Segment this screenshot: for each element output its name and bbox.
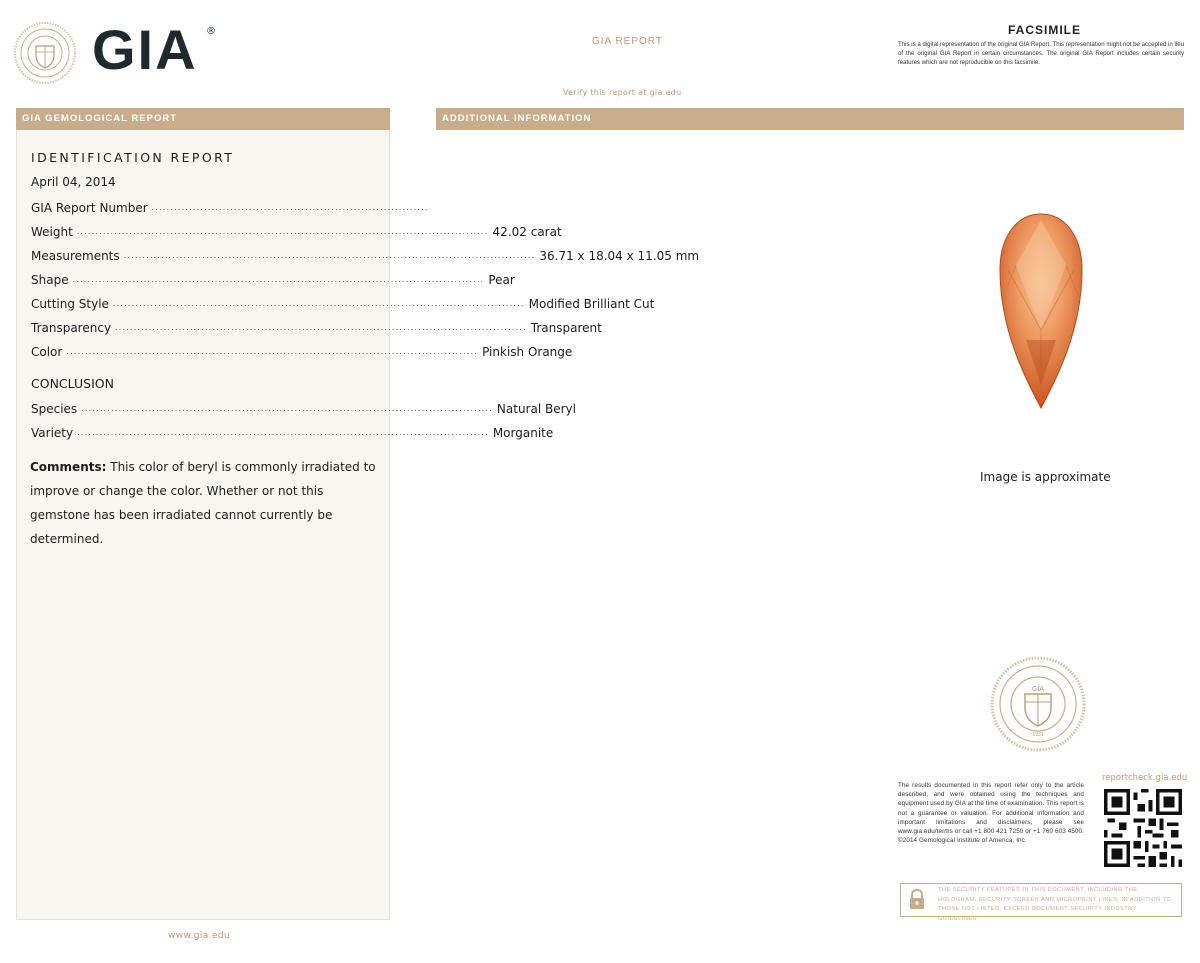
gem-pear-image [996, 210, 1086, 410]
leader-dots: .............................................................................................................. [115, 323, 527, 332]
disclaimer-text: The results documented in this report refer only to the article described, and were obtained using the techniques and equipment used by GIA at the time of examination. This report is not a guarantee or valuation. For additional information and important limitations and disclaimers, please see www.gia.edu/terms or call +1 800 421 7250 or +1 760 603 4500. ©2014 Gemological Institute of America, Inc. [898, 782, 1084, 845]
row-label: GIA Report Number [31, 201, 148, 215]
leader-dots: .............................................................................................................. [66, 347, 479, 356]
row-label: Shape [31, 273, 69, 287]
row-label: Cutting Style [31, 297, 109, 311]
row-weight [31, 221, 562, 239]
row-value: Pinkish Orange [482, 345, 573, 359]
gia-seal-icon [990, 656, 1086, 752]
row-shape [31, 269, 515, 287]
row-label: Species [31, 402, 78, 416]
leader-dots: .............................................................................................................. [77, 428, 489, 437]
svg-text:GIA: GIA [1031, 686, 1045, 693]
row-species [31, 398, 576, 416]
registered-mark: ® [206, 26, 216, 37]
row-value: 42.02 carat [492, 225, 562, 239]
verify-text: Verify this report at gia.edu [563, 88, 682, 97]
row-cutting-style [31, 293, 655, 311]
gia-report-heading: GIA REPORT [592, 36, 663, 47]
row-label: Weight [31, 225, 73, 239]
security-notice-text: THE SECURITY FEATURES IN THIS DOCUMENT, INCLUDING THE HOLOGRAM, SECURITY SCREEN AND MICROPRINT LINES, IN ADDITION TO THOSE NOT LISTED, EXCEED DOCUMENT SECURITY INDUSTRY GUIDELINES. [938, 887, 1172, 922]
row-value: Natural Beryl [496, 402, 576, 416]
qr-code-icon[interactable] [1104, 789, 1182, 867]
row-label: Transparency [31, 321, 112, 335]
leader-dots: .............................................................................................................. [72, 275, 485, 284]
report-date: April 04, 2014 [31, 175, 116, 189]
row-label: Variety [31, 426, 74, 440]
conclusion-heading: CONCLUSION [31, 376, 114, 391]
row-transparency [31, 317, 602, 335]
report-title: IDENTIFICATION REPORT [31, 150, 235, 165]
gia-logo-text: GIA [92, 18, 198, 81]
row-value: 36.71 x 18.04 x 11.05 mm [539, 249, 700, 263]
row-value: Pear [488, 273, 515, 287]
comments [30, 455, 380, 551]
row-variety [31, 422, 554, 440]
additional-information-bar-label: ADDITIONAL INFORMATION [442, 113, 592, 124]
facsimile-notice: This is a digital representation of the original GIA Report. This representation might not be accepted in lieu of the original GIA Report in certain circumstances. The original GIA Report includes certain security features which are not reproducible on this facsimile. [898, 41, 1184, 66]
leader-dots: .............................................................................................................. [112, 299, 525, 308]
leader-dots: .............................................................................................................. [76, 227, 489, 236]
row-report-number [31, 197, 429, 215]
gia-seal-icon [14, 22, 76, 84]
seal-year: 1931 [1032, 732, 1044, 738]
row-value: Morganite [492, 426, 554, 440]
comments-label: Comments: [30, 460, 107, 474]
row-label: Color [31, 345, 63, 359]
lock-icon [902, 885, 932, 915]
row-value: Modified Brilliant Cut [528, 297, 655, 311]
facsimile-title: FACSIMILE [1008, 23, 1082, 37]
row-color [31, 341, 573, 359]
image-caption: Image is approximate [980, 470, 1111, 484]
footer-web-link[interactable]: www.gia.edu [168, 931, 231, 941]
reportcheck-link[interactable]: reportcheck.gia.edu [1102, 773, 1188, 783]
comments-text: This color of beryl is commonly irradiated to improve or change the color. Whether or not this gemstone has been irradiated cannot currently be determined. [30, 460, 376, 546]
row-value: Transparent [530, 321, 602, 335]
leader-dots: .............................................................................................................. [123, 251, 536, 260]
row-measurements [31, 245, 700, 263]
leader-dots: .......................................................................... [151, 203, 429, 212]
gemological-report-bar-label: GIA GEMOLOGICAL REPORT [22, 113, 178, 124]
leader-dots: .............................................................................................................. [81, 404, 493, 413]
row-label: Measurements [31, 249, 120, 263]
gemological-report-bar [16, 108, 390, 130]
additional-information-bar [436, 108, 1184, 130]
